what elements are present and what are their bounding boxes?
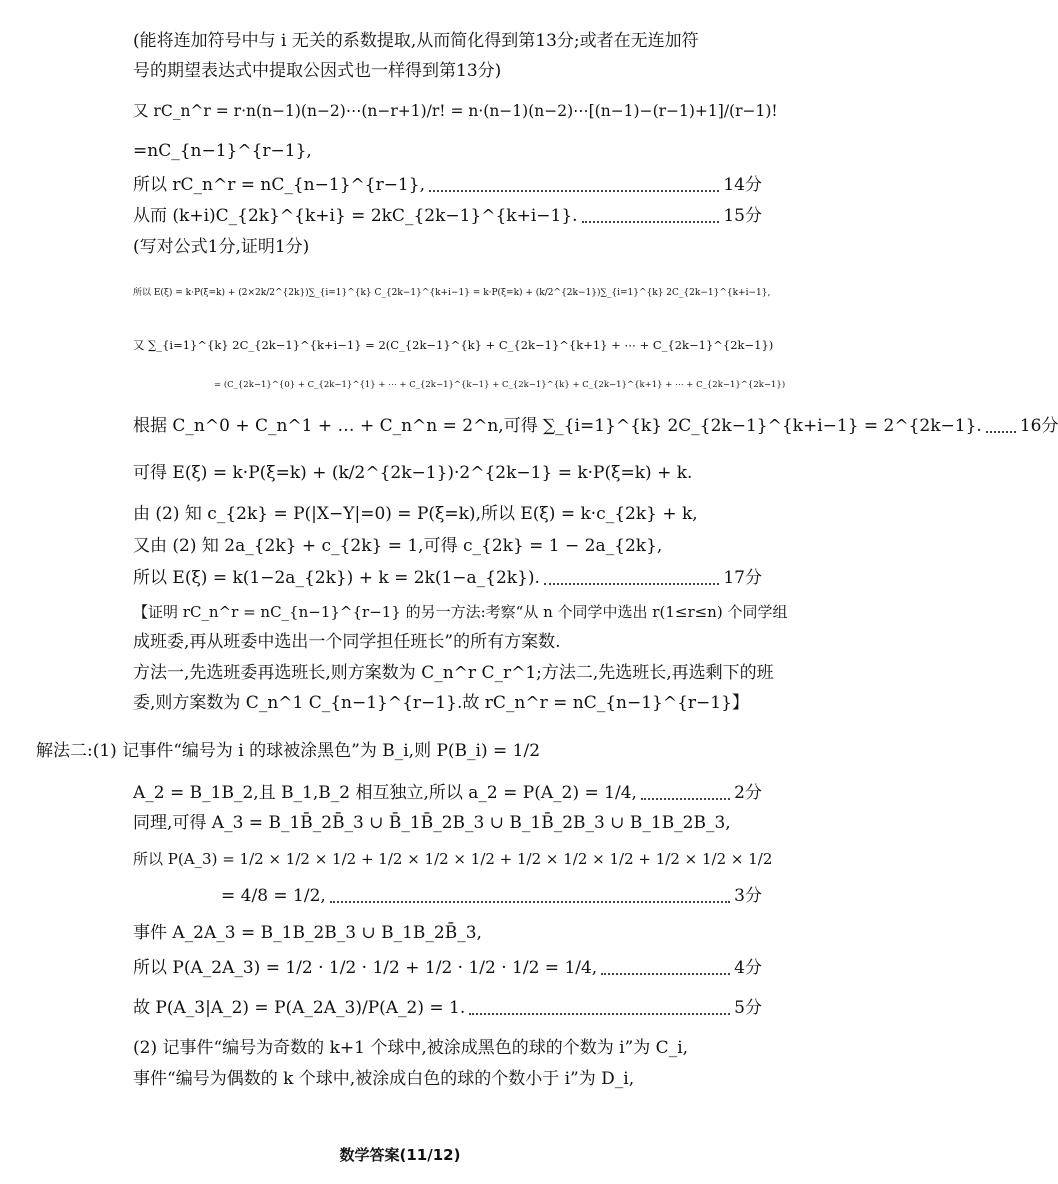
scored-line [133,567,762,589]
score-label: 4分 [734,958,762,978]
text-line: (写对公式1分,证明1分) [133,237,310,257]
formula-line: = (C_{2k−1}^{0} + C_{2k−1}^{1} + ⋯ + C_{2k−1}^{k−1} + C_{2k−1}^{k} + C_{2k−1}^{k+1} + ⋯ + C_{2k−1}^{2k−1}) [214,380,786,390]
page-footer: 数学答案(11/12) [339,1146,461,1164]
score-label: 15分 [723,206,762,226]
dotted-leader [469,1012,730,1015]
text-line: 成班委,再从班委中选出一个同学担任班长”的所有方案数. [133,632,561,652]
dotted-leader [582,220,720,223]
formula-text: 从而 (k+i)C_{2k}^{k+i} = 2kC_{2k−1}^{k+i−1}. [133,206,578,226]
section-heading: 解法二:(1) 记事件“编号为 i 的球被涂黑色”为 B_i,则 P(B_i) = 1/2 [36,741,541,761]
scored-line [221,885,762,907]
formula-line: 同理,可得 A_3 = B_1B̄_2B̄_3 ∪ B̄_1B̄_2B_3 ∪ B_1B̄_2B_3 ∪ B_1B_2B_3, [133,813,731,833]
text-line: 号的期望表达式中提取公因式也一样得到第13分) [133,61,502,81]
score-label: 3分 [734,886,762,906]
text-line: 委,则方案数为 C_n^1 C_{n−1}^{r−1}.故 rC_n^r = nC_{n−1}^{r−1}】 [133,693,749,713]
formula-line: 所以 P(A_3) = 1/2 × 1/2 × 1/2 + 1/2 × 1/2 × 1/2 + 1/2 × 1/2 × 1/2 + 1/2 × 1/2 × 1/2 [133,850,773,868]
scored-line [133,415,1058,437]
text-line: 【证明 rC_n^r = nC_{n−1}^{r−1} 的另一方法:考察“从 n 个同学中选出 r(1≤r≤n) 个同学组 [133,603,788,621]
dotted-leader [429,189,719,192]
formula-text: 故 P(A_3|A_2) = P(A_2A_3)/P(A_2) = 1. [133,998,466,1018]
formula-line: 又 ∑_{i=1}^{k} 2C_{2k−1}^{k+i−1} = 2(C_{2k−1}^{k} + C_{2k−1}^{k+1} + ⋯ + C_{2k−1}^{2k−1}) [133,338,774,352]
formula-text: 所以 P(A_2A_3) = 1/2 · 1/2 · 1/2 + 1/2 · 1/2 · 1/2 = 1/4, [133,958,598,978]
dotted-leader [544,582,719,585]
formula-line: 又 rC_n^r = r·n(n−1)(n−2)⋯(n−r+1)/r! = n·(n−1)(n−2)⋯[(n−1)−(r−1)+1]/(r−1)! [133,102,778,120]
score-label: 17分 [723,568,762,588]
dotted-leader [601,972,730,975]
formula-text: 所以 E(ξ) = k(1−2a_{2k}) + k = 2k(1−a_{2k}). [133,568,540,588]
dotted-leader [330,900,730,903]
formula-text: 所以 rC_n^r = nC_{n−1}^{r−1}, [133,175,425,195]
formula-line: 事件 A_2A_3 = B_1B_2B_3 ∪ B_1B_2B̄_3, [133,923,482,943]
formula-line: 又由 (2) 知 2a_{2k} + c_{2k} = 1,可得 c_{2k} = 1 − 2a_{2k}, [133,536,663,556]
scored-line [133,782,762,804]
formula-line: =nC_{n−1}^{r−1}, [133,141,312,161]
scored-line [133,997,762,1019]
score-label: 2分 [734,783,762,803]
scored-line [133,957,762,979]
text-line: (2) 记事件“编号为奇数的 k+1 个球中,被涂成黑色的球的个数为 i”为 C_i, [133,1038,689,1058]
dotted-leader [641,797,730,800]
dotted-leader [986,430,1016,433]
text-line: (能将连加符号中与 i 无关的系数提取,从而简化得到第13分;或者在无连加符 [133,31,699,51]
scored-line [133,174,762,196]
score-label: 16分 [1019,416,1058,436]
formula-text: = 4/8 = 1/2, [221,886,326,906]
score-label: 5分 [734,998,762,1018]
text-line: 事件“编号为偶数的 k 个球中,被涂成白色的球的个数小于 i”为 D_i, [133,1069,635,1089]
score-label: 14分 [723,175,762,195]
formula-line: 可得 E(ξ) = k·P(ξ=k) + (k/2^{2k−1})·2^{2k−1} = k·P(ξ=k) + k. [133,463,693,483]
formula-line: 由 (2) 知 c_{2k} = P(|X−Y|=0) = P(ξ=k),所以 E(ξ) = k·c_{2k} + k, [133,504,698,524]
formula-text: 根据 C_n^0 + C_n^1 + … + C_n^n = 2^n,可得 ∑_{i=1}^{k} 2C_{2k−1}^{k+i−1} = 2^{2k−1}. [133,416,982,436]
scored-line [133,205,762,227]
formula-text: A_2 = B_1B_2,且 B_1,B_2 相互独立,所以 a_2 = P(A_2) = 1/4, [133,783,637,803]
formula-line: 所以 E(ξ) = k·P(ξ=k) + (2×2k/2^{2k})∑_{i=1}^{k} C_{2k−1}^{k+i−1} = k·P(ξ=k) + (k/2^{2k−1})∑_{i=1}^{k} 2C_{2k−1}^{k+i−1}, [133,288,771,298]
text-line: 方法一,先选班委再选班长,则方案数为 C_n^r C_r^1;方法二,先选班长,再选剩下的班 [133,663,774,683]
